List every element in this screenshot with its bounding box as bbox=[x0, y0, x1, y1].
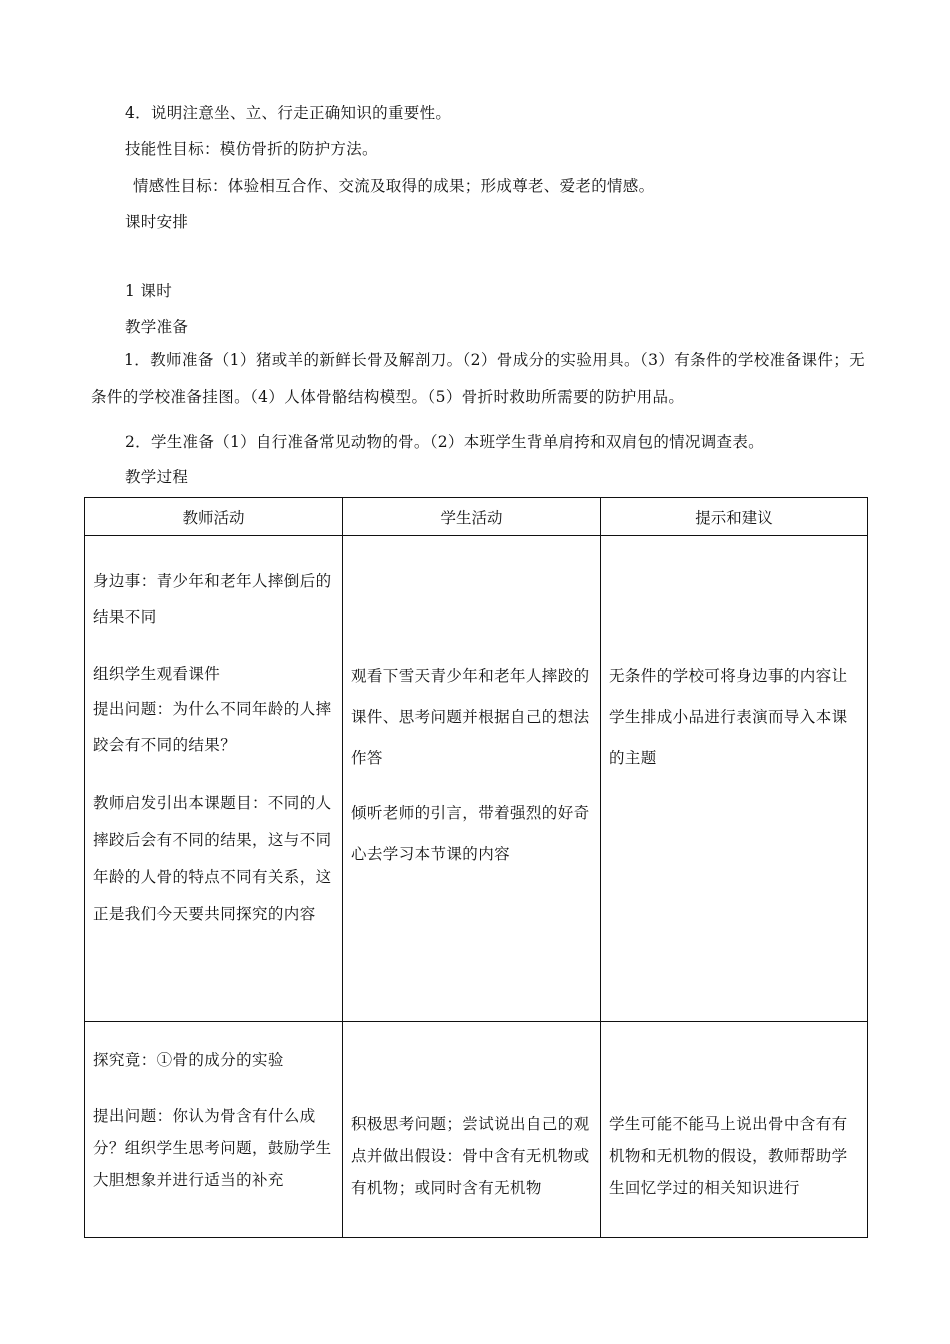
teacher-text: 组织学生观看课件 bbox=[93, 665, 221, 683]
objective-4: 4．说明注意坐、立、行走正确知识的重要性。 bbox=[125, 104, 452, 122]
schedule-value: 1 课时 bbox=[125, 282, 172, 300]
skill-goal: 技能性目标：模仿骨折的防护方法。 bbox=[125, 140, 378, 158]
table-cell-teacher bbox=[85, 536, 343, 1022]
table-cell-student bbox=[343, 1022, 601, 1238]
table-row bbox=[85, 1022, 868, 1238]
student-preparation: 2．学生准备（1）自行准备常见动物的骨。（2）本班学生背单肩挎和双肩包的情况调查表。 bbox=[125, 433, 764, 451]
student-text: 倾听老师的引言，带着强烈的好奇心去学习本节课的内容 bbox=[351, 804, 590, 863]
table-header-row bbox=[85, 498, 868, 536]
student-text: 观看下雪天青少年和老年人摔跤的课件、思考问题并根据自己的想法作答 bbox=[351, 667, 590, 767]
table-cell-student bbox=[343, 536, 601, 1022]
student-text: 积极思考问题；尝试说出自己的观点并做出假设：骨中含有无机物或有机物；或同时含有无机物 bbox=[351, 1115, 590, 1197]
teacher-text: 身边事：青少年和老年人摔倒后的结果不同 bbox=[93, 572, 332, 626]
teaching-process-table bbox=[84, 497, 868, 1238]
emotion-goal: 情感性目标：体验相互合作、交流及取得的成果；形成尊老、爱老的情感。 bbox=[133, 177, 655, 195]
section-heading-process: 教学过程 bbox=[125, 468, 189, 486]
teacher-text: 教师启发引出本课题目：不同的人摔跤后会有不同的结果，这与不同年龄的人骨的特点不同有关系，这正是我们今天要共同探究的内容 bbox=[93, 794, 332, 923]
column-header-student: 学生活动 bbox=[343, 498, 601, 536]
table-row bbox=[85, 536, 868, 1022]
teacher-preparation: 1．教师准备（1）猪或羊的新鲜长骨及解剖刀。（2）骨成分的实验用具。（3）有条件的学校准备课件；无条件的学校准备挂图。（4）人体骨骼结构模型。（5）骨折时救助所需要的防护用品。 bbox=[91, 351, 866, 406]
section-heading-schedule: 课时安排 bbox=[125, 213, 189, 231]
tips-text: 无条件的学校可将身边事的内容让学生排成小品进行表演而导入本课的主题 bbox=[609, 667, 848, 767]
column-header-teacher: 教师活动 bbox=[85, 498, 343, 536]
teacher-text: 提出问题：为什么不同年龄的人摔跤会有不同的结果？ bbox=[93, 700, 332, 754]
teacher-text: 探究竟：①骨的成分的实验 bbox=[93, 1051, 284, 1069]
table-cell-teacher bbox=[85, 1022, 343, 1238]
teacher-text: 提出问题：你认为骨含有什么成分？组织学生思考问题，鼓励学生大胆想象并进行适当的补充 bbox=[93, 1107, 332, 1189]
column-header-tips: 提示和建议 bbox=[601, 498, 868, 536]
tips-text: 学生可能不能马上说出骨中含有有机物和无机物的假设，教师帮助学生回忆学过的相关知识进行 bbox=[609, 1115, 848, 1197]
table-cell-tips bbox=[601, 1022, 868, 1238]
section-heading-preparation: 教学准备 bbox=[125, 318, 189, 336]
table-cell-tips bbox=[601, 536, 868, 1022]
